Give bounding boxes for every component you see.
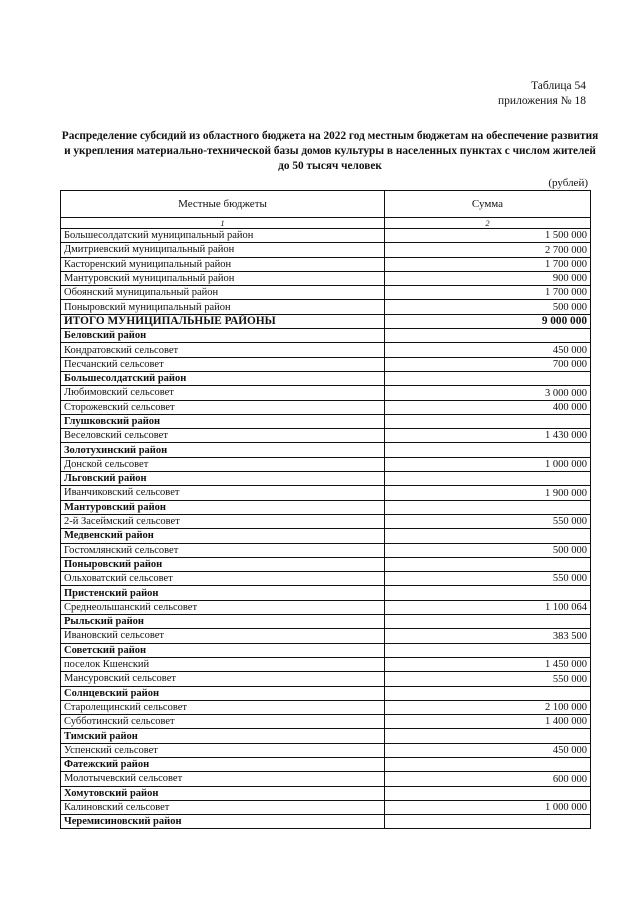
budget-name-cell: Успенский сельсовет: [61, 743, 385, 757]
table-row: [61, 486, 591, 500]
amount-cell: [385, 643, 591, 657]
budget-name-cell: Донской сельсовет: [61, 457, 385, 471]
budget-name-cell: Фатежский район: [61, 757, 385, 771]
amount-cell: 550 000: [385, 514, 591, 528]
amount-cell: [385, 786, 591, 800]
table-row: [61, 715, 591, 729]
table-row: [61, 357, 591, 371]
currency-unit: (рублей): [548, 177, 588, 189]
table-row: [61, 457, 591, 471]
table-row: [61, 772, 591, 786]
budget-name-cell: Беловский район: [61, 329, 385, 343]
table-row: [61, 229, 591, 243]
document-title: Распределение субсидий из областного бюджета на 2022 год местным бюджетам на обеспечение развития и укрепления материально-технической базы домов культуры в населенных пунктах с числом жителей до 50 тысяч человек: [61, 130, 599, 172]
budget-name-cell: поселок Кшенский: [61, 657, 385, 671]
amount-cell: 1 500 000: [385, 229, 591, 243]
amount-cell: [385, 443, 591, 457]
budget-name-cell: Мантуровский муниципальный район: [61, 271, 385, 285]
budget-name-cell: Медвенский район: [61, 529, 385, 543]
budget-name-cell: Мансуровский сельсовет: [61, 672, 385, 686]
budget-name-cell: Гостомлянский сельсовет: [61, 543, 385, 557]
district-header-row: [61, 786, 591, 800]
budget-name-cell: Солнцевский район: [61, 686, 385, 700]
table-row: [61, 743, 591, 757]
budget-name-cell: ИТОГО МУНИЦИПАЛЬНЫЕ РАЙОНЫ: [61, 314, 385, 328]
district-header-row: [61, 815, 591, 829]
amount-cell: [385, 472, 591, 486]
district-header-row: [61, 557, 591, 571]
budget-name-cell: Льговский район: [61, 472, 385, 486]
amount-cell: 550 000: [385, 672, 591, 686]
budget-name-cell: Сторожевский сельсовет: [61, 400, 385, 414]
budget-name-cell: Дмитриевский муниципальный район: [61, 243, 385, 257]
amount-cell: 450 000: [385, 743, 591, 757]
total-row: [61, 314, 591, 328]
budget-name-cell: Большесолдатский муниципальный район: [61, 229, 385, 243]
budget-name-cell: Мантуровский район: [61, 500, 385, 514]
budget-name-cell: Иванчиковский сельсовет: [61, 486, 385, 500]
district-header-row: [61, 615, 591, 629]
amount-cell: 1 400 000: [385, 715, 591, 729]
column-number-row: [61, 218, 591, 229]
column-number-1: 1: [61, 218, 385, 229]
amount-cell: [385, 686, 591, 700]
budget-name-cell: Старолещинский сельсовет: [61, 700, 385, 714]
table-row: [61, 672, 591, 686]
budget-name-cell: Среднеольшанский сельсовет: [61, 600, 385, 614]
amount-cell: 3 000 000: [385, 386, 591, 400]
amount-cell: 1 100 064: [385, 600, 591, 614]
amount-cell: [385, 329, 591, 343]
budget-name-cell: Ивановский сельсовет: [61, 629, 385, 643]
amount-cell: 1 430 000: [385, 429, 591, 443]
budget-name-cell: Молотычевский сельсовет: [61, 772, 385, 786]
budget-name-cell: Большесолдатский район: [61, 371, 385, 385]
table-row: [61, 700, 591, 714]
column-header-amount: Сумма: [385, 191, 591, 218]
table-row: [61, 343, 591, 357]
budget-name-cell: Хомутовский район: [61, 786, 385, 800]
amount-cell: 1 000 000: [385, 457, 591, 471]
amount-cell: 9 000 000: [385, 314, 591, 328]
amount-cell: [385, 371, 591, 385]
table-row: [61, 300, 591, 314]
amount-cell: [385, 757, 591, 771]
amount-cell: 1 700 000: [385, 286, 591, 300]
amount-cell: 2 100 000: [385, 700, 591, 714]
table-row: [61, 243, 591, 257]
table-row: [61, 572, 591, 586]
table-reference: [498, 79, 586, 109]
budget-name-cell: Золотухинский район: [61, 443, 385, 457]
table-row: [61, 800, 591, 814]
budget-name-cell: Субботинский сельсовет: [61, 715, 385, 729]
budget-name-cell: Поныровский муниципальный район: [61, 300, 385, 314]
district-header-row: [61, 371, 591, 385]
district-header-row: [61, 443, 591, 457]
budget-name-cell: Ольховатский сельсовет: [61, 572, 385, 586]
table-row: [61, 400, 591, 414]
table-number: Таблица 54: [531, 80, 586, 92]
amount-cell: 700 000: [385, 357, 591, 371]
amount-cell: [385, 500, 591, 514]
amount-cell: [385, 815, 591, 829]
amount-cell: [385, 615, 591, 629]
amount-cell: [385, 586, 591, 600]
budget-name-cell: Калиновский сельсовет: [61, 800, 385, 814]
table-row: [61, 629, 591, 643]
amount-cell: 1 900 000: [385, 486, 591, 500]
amount-cell: [385, 529, 591, 543]
district-header-row: [61, 643, 591, 657]
budget-name-cell: Тимский район: [61, 729, 385, 743]
appendix-number: приложения № 18: [498, 95, 586, 107]
amount-cell: [385, 414, 591, 428]
budget-name-cell: Поныровский район: [61, 557, 385, 571]
budget-name-cell: Обоянский муниципальный район: [61, 286, 385, 300]
district-header-row: [61, 472, 591, 486]
table-row: [61, 429, 591, 443]
amount-cell: [385, 729, 591, 743]
table-row: [61, 600, 591, 614]
district-header-row: [61, 757, 591, 771]
amount-cell: 1 000 000: [385, 800, 591, 814]
district-header-row: [61, 686, 591, 700]
table-row: [61, 257, 591, 271]
district-header-row: [61, 329, 591, 343]
amount-cell: 2 700 000: [385, 243, 591, 257]
amount-cell: 550 000: [385, 572, 591, 586]
amount-cell: 500 000: [385, 300, 591, 314]
district-header-row: [61, 586, 591, 600]
column-header-budgets: Местные бюджеты: [61, 191, 385, 218]
budget-name-cell: Кондратовский сельсовет: [61, 343, 385, 357]
budget-name-cell: Черемисиновский район: [61, 815, 385, 829]
table-header-row: [61, 191, 591, 218]
table-row: [61, 514, 591, 528]
budget-name-cell: Пристенский район: [61, 586, 385, 600]
amount-cell: 383 500: [385, 629, 591, 643]
budget-name-cell: Рыльский район: [61, 615, 385, 629]
amount-cell: [385, 557, 591, 571]
amount-cell: 400 000: [385, 400, 591, 414]
budget-name-cell: Песчанский сельсовет: [61, 357, 385, 371]
district-header-row: [61, 729, 591, 743]
district-header-row: [61, 500, 591, 514]
table-row: [61, 543, 591, 557]
amount-cell: 900 000: [385, 271, 591, 285]
amount-cell: 1 450 000: [385, 657, 591, 671]
budget-name-cell: Веселовский сельсовет: [61, 429, 385, 443]
table-row: [61, 271, 591, 285]
table-row: [61, 286, 591, 300]
district-header-row: [61, 414, 591, 428]
column-number-2: 2: [385, 218, 591, 229]
table-row: [61, 657, 591, 671]
budget-name-cell: 2-й Засеймский сельсовет: [61, 514, 385, 528]
district-header-row: [61, 529, 591, 543]
amount-cell: 1 700 000: [385, 257, 591, 271]
budget-name-cell: Глушковский район: [61, 414, 385, 428]
budget-name-cell: Касторенский муниципальный район: [61, 257, 385, 271]
amount-cell: 500 000: [385, 543, 591, 557]
table-row: [61, 386, 591, 400]
amount-cell: 600 000: [385, 772, 591, 786]
subsidy-table: [60, 190, 591, 829]
table-body: [61, 191, 591, 829]
amount-cell: 450 000: [385, 343, 591, 357]
budget-name-cell: Советский район: [61, 643, 385, 657]
budget-name-cell: Любимовский сельсовет: [61, 386, 385, 400]
